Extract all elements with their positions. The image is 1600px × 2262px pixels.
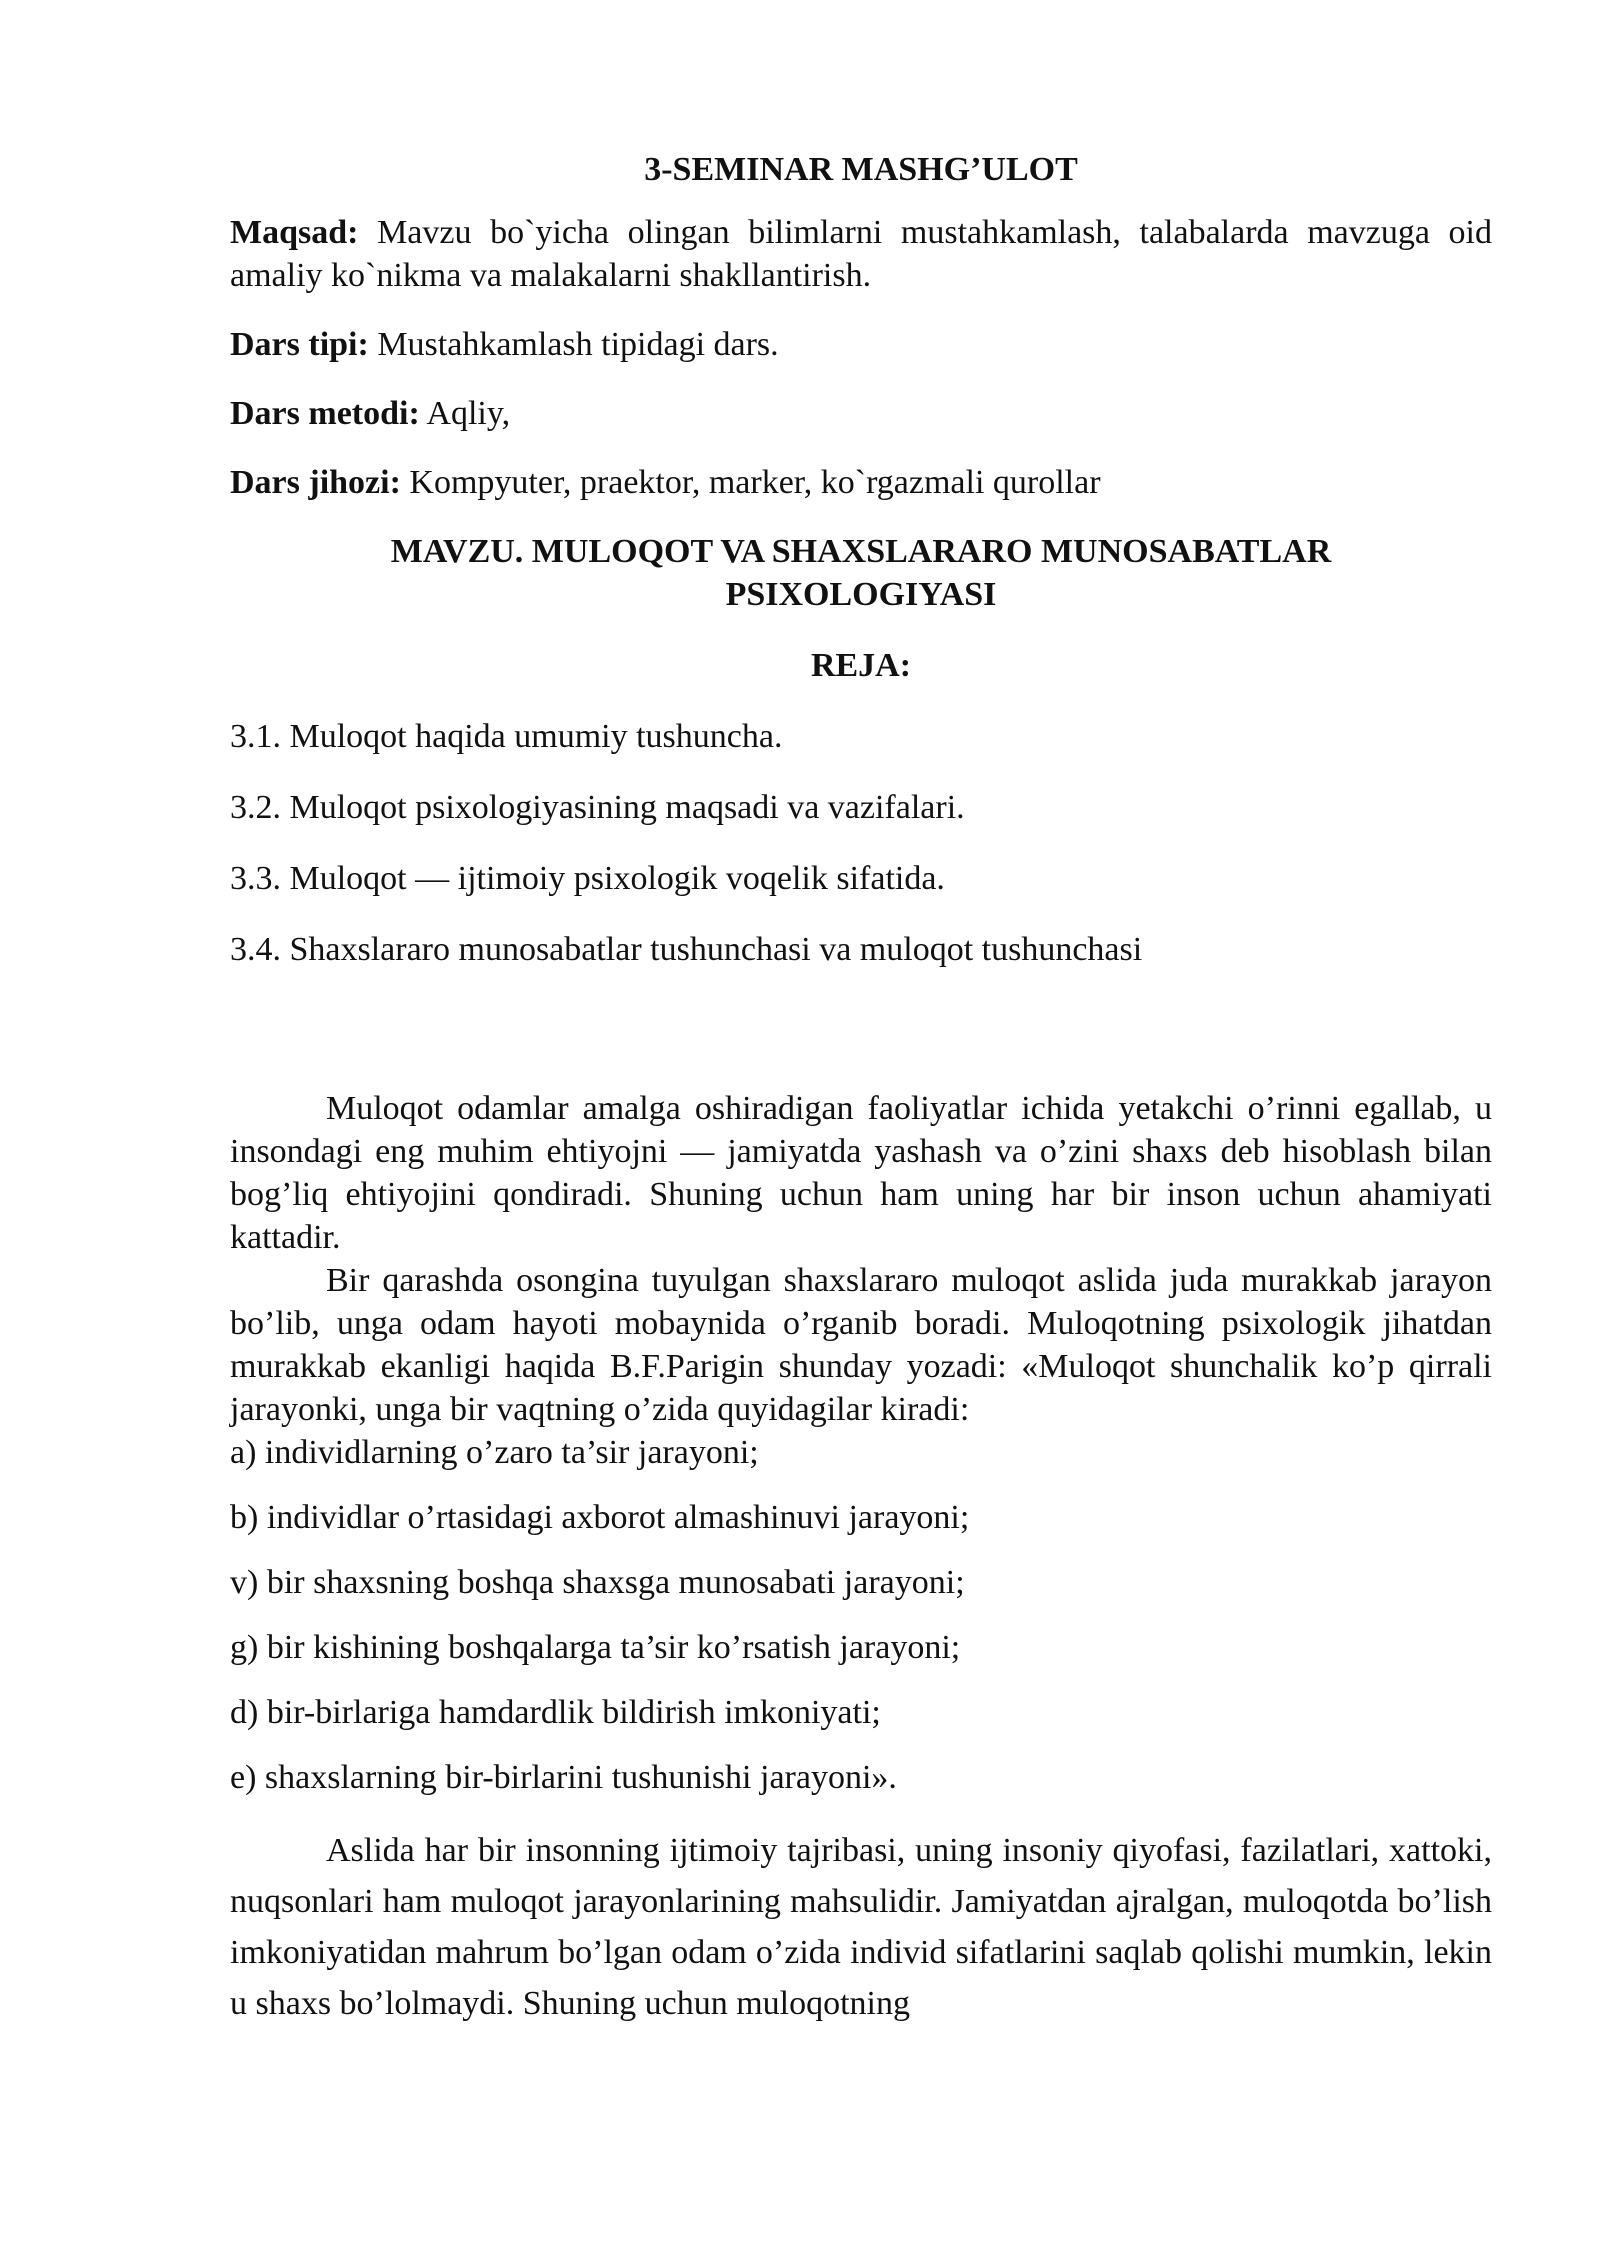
list-item: d) bir-birlariga hamdardlik bildirish imkoniyati; xyxy=(230,1694,881,1731)
meta-goal-label: Maqsad: xyxy=(230,214,359,251)
plan-item: 3.2. Muloqot psixologiyasining maqsadi va vazifalari. xyxy=(230,789,965,826)
meta-lesson-method-label: Dars metodi: xyxy=(230,395,420,432)
list-item: e) shaxslarning bir-birlarini tushunishi jarayoni». xyxy=(230,1759,897,1796)
meta-lesson-type-text: Mustahkamlash tipidagi dars. xyxy=(368,326,779,363)
document-page xyxy=(230,148,1492,2029)
meta-goal xyxy=(230,211,1492,297)
topic-heading-line-1: MAVZU. MULOQOT VA SHAXSLARARO MUNOSABATLAR xyxy=(390,533,1332,570)
list-item: g) bir kishining boshqalarga ta’sir ko’rsatish jarayoni; xyxy=(230,1629,961,1666)
meta-lesson-equipment-text: Kompyuter, praektor, marker, ko`rgazmali qurollar xyxy=(400,464,1101,501)
meta-lesson-type xyxy=(230,323,1492,366)
list-item: b) individlar o’rtasidagi axborot almashinuvi jarayoni; xyxy=(230,1499,970,1536)
list-item: v) bir shaxsning boshqa shaxsga munosabati jarayoni; xyxy=(230,1564,965,1601)
meta-goal-text: Mavzu bo`yicha olingan bilimlarni mustahkamlash, talabalarda mavzuga oid amaliy ko`nikma va malakalarni shakllantirish. xyxy=(230,214,1492,294)
body-paragraph-2: Bir qarashda osongina tuyulgan shaxslararo muloqot aslida juda murakkab jarayon bo’lib, unga odam hayoti mobaynida o’rganib boradi. Muloqotning psixologik jihatdan murakkab ekanligi haqida B.F.Parigin shunday yozadi: «Muloqot shunchalik ko’p qirrali jarayonki, unga bir vaqtning o’zida quyidagilar kiradi: xyxy=(230,1262,1492,1428)
process-list xyxy=(230,1431,1492,1799)
plan-heading: REJA: xyxy=(810,647,912,684)
plan-item: 3.3. Muloqot — ijtimoiy psixologik voqelik sifatida. xyxy=(230,860,945,897)
section-spacer xyxy=(230,999,1492,1087)
meta-lesson-method xyxy=(230,392,1492,435)
meta-lesson-equipment xyxy=(230,461,1492,504)
seminar-title: 3-SEMINAR MASHG’ULOT xyxy=(644,151,1078,188)
topic-heading xyxy=(230,530,1492,616)
meta-lesson-method-text: Aqliy, xyxy=(419,395,511,432)
topic-heading-line-2: PSIXOLOGIYASI xyxy=(725,576,997,613)
meta-lesson-equipment-label: Dars jihozi: xyxy=(230,464,401,501)
plan-item: 3.1. Muloqot haqida umumiy tushuncha. xyxy=(230,718,783,755)
plan-item: 3.4. Shaxslararo munosabatlar tushunchasi va muloqot tushunchasi xyxy=(230,931,1143,968)
list-item: a) individlarning o’zaro ta’sir jarayoni; xyxy=(230,1434,759,1471)
body-paragraph-1: Muloqot odamlar amalga oshiradigan faoliyatlar ichida yetakchi o’rinni egallab, u insondagi eng muhim ehtiyojni — jamiyatda yashash va o’zini shaxs deb hisoblash bilan bog’liq ehtiyojini qondiradi. Shuning uchun ham uning har bir inson uchun ahamiyati kattadir. xyxy=(230,1090,1492,1256)
body-paragraph-3: Aslida har bir insonning ijtimoiy tajribasi, uning insoniy qiyofasi, fazilatlari, xattoki, nuqsonlari ham muloqot jarayonlarining mahsulidir. Jamiyatdan ajralgan, muloqotda bo’lish imkoniyatidan mahrum bo’lgan odam o’zida individ sifatlarini saqlab qolishi mumkin, lekin u shaxs bo’lolmaydi. Shuning uchun muloqotning xyxy=(230,1832,1492,2022)
meta-lesson-type-label: Dars tipi: xyxy=(230,326,369,363)
